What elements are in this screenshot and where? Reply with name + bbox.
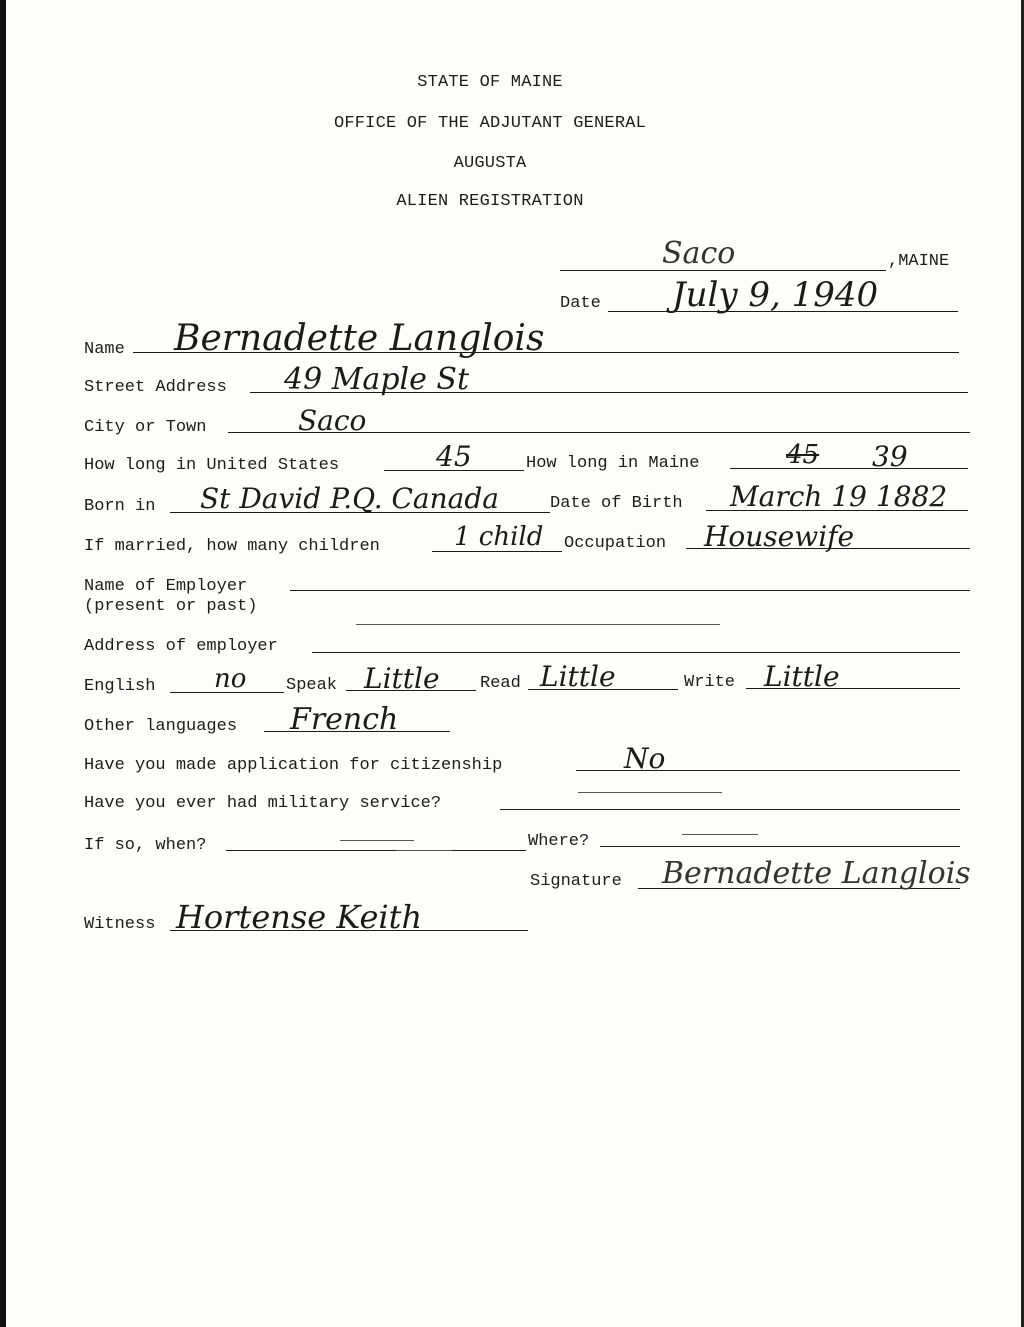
- employer-address-line: [312, 652, 960, 653]
- where-dash: [682, 834, 758, 835]
- occupation-label: Occupation: [564, 534, 667, 553]
- write-label: Write: [684, 673, 736, 692]
- how-long-maine-struck: 45: [786, 440, 820, 470]
- speak-label: Speak: [286, 676, 338, 695]
- place-entry[interactable]: Saco: [662, 236, 736, 271]
- if-so-dash-2: [396, 850, 452, 851]
- speak-entry[interactable]: Little: [364, 662, 440, 695]
- if-so-label: If so, when?: [84, 836, 207, 855]
- dob-entry[interactable]: March 19 1882: [730, 480, 948, 513]
- citizenship-label: Have you made application for citizenship: [84, 756, 503, 775]
- header-city: AUGUSTA: [453, 154, 527, 173]
- name-entry[interactable]: Bernadette Langlois: [174, 318, 545, 359]
- city-entry[interactable]: Saco: [298, 404, 367, 437]
- signature-entry[interactable]: Bernadette Langlois: [662, 856, 971, 891]
- place-suffix: ,MAINE: [888, 252, 950, 271]
- dob-label: Date of Birth: [550, 494, 683, 513]
- how-long-maine-label: How long in Maine: [526, 454, 700, 473]
- military-label: Have you ever had military service?: [84, 794, 442, 813]
- where-line: [600, 846, 960, 847]
- how-long-maine-entry[interactable]: 39: [872, 440, 908, 473]
- employer-label-sub: (present or past): [84, 597, 258, 616]
- street-entry[interactable]: 49 Maple St: [284, 362, 470, 397]
- read-label: Read: [480, 674, 521, 693]
- how-long-maine-line: [730, 468, 968, 469]
- employer-label: Name of Employer: [84, 577, 248, 596]
- header-title: ALIEN REGISTRATION: [396, 192, 584, 211]
- signature-label: Signature: [530, 872, 622, 891]
- english-label: English: [84, 677, 156, 696]
- citizenship-entry[interactable]: No: [624, 742, 666, 775]
- city-label: City or Town: [84, 418, 207, 437]
- born-in-entry[interactable]: St David P.Q. Canada: [200, 482, 499, 515]
- how-long-us-label: How long in United States: [84, 456, 340, 475]
- header-office: OFFICE OF THE ADJUTANT GENERAL: [333, 114, 647, 133]
- header-state: STATE OF MAINE: [417, 73, 563, 92]
- if-so-dash-1: [340, 840, 414, 841]
- other-languages-entry[interactable]: French: [290, 702, 399, 737]
- employer-address-label: Address of employer: [84, 637, 278, 656]
- children-entry[interactable]: 1 child: [454, 522, 544, 552]
- english-entry[interactable]: no: [214, 664, 247, 694]
- other-languages-label: Other languages: [84, 717, 238, 736]
- employer-dash: [356, 624, 720, 625]
- name-label: Name: [84, 340, 125, 359]
- born-in-label: Born in: [84, 497, 156, 516]
- employer-line: [290, 590, 970, 591]
- write-entry[interactable]: Little: [764, 660, 840, 693]
- occupation-entry[interactable]: Housewife: [704, 520, 855, 553]
- read-entry[interactable]: Little: [540, 660, 616, 693]
- date-entry[interactable]: July 9, 1940: [672, 275, 879, 315]
- where-label: Where?: [528, 832, 590, 851]
- how-long-us-entry[interactable]: 45: [436, 440, 472, 473]
- military-line: [500, 809, 960, 810]
- if-so-line: [226, 850, 526, 851]
- street-label: Street Address: [84, 378, 227, 397]
- witness-entry[interactable]: Hortense Keith: [176, 898, 423, 936]
- military-dash: [578, 792, 722, 793]
- children-label: If married, how many children: [84, 537, 380, 556]
- witness-label: Witness: [84, 915, 156, 934]
- date-label: Date: [560, 294, 601, 313]
